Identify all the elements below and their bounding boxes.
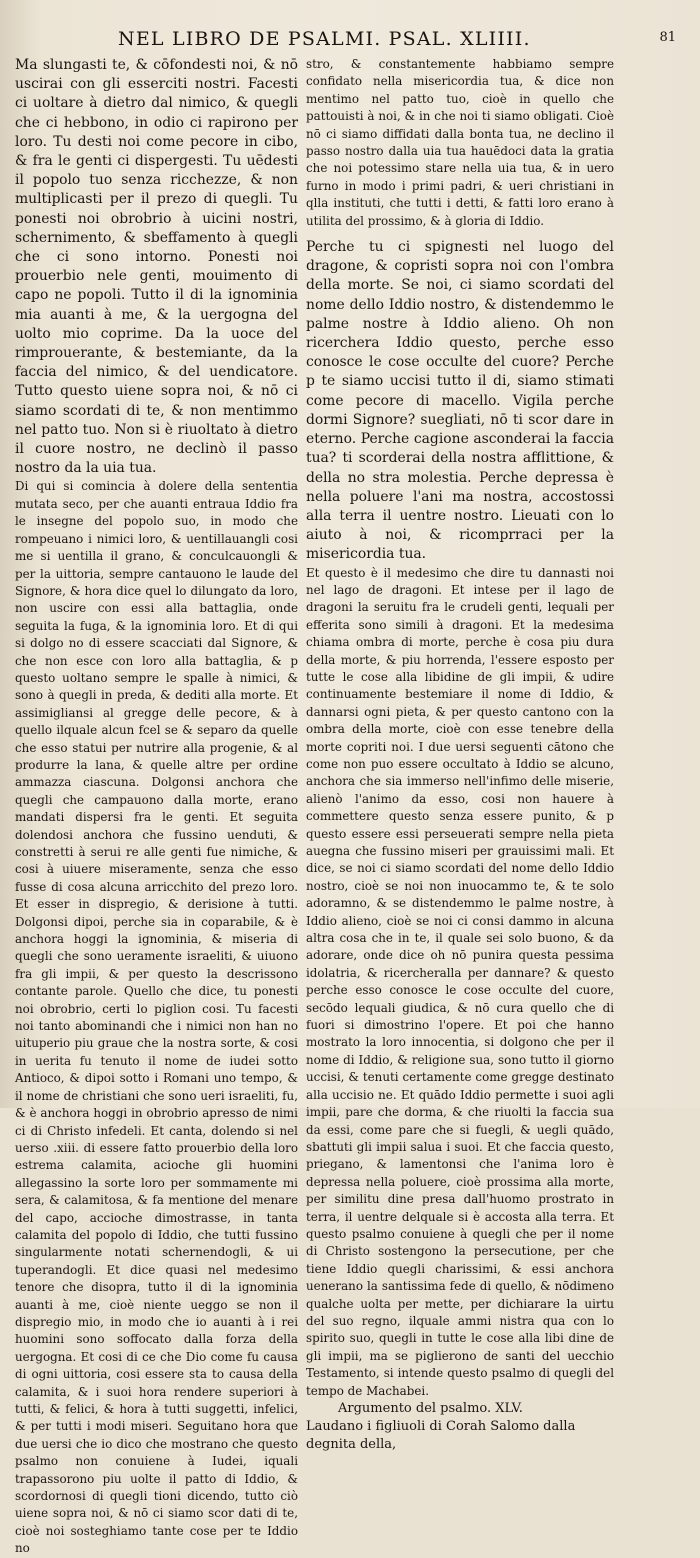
running-title: NEL LIBRO DE PSALMI. PSAL. XLIIII.: [118, 28, 531, 50]
argument-heading: Argumento del psalmo. XLV.: [338, 1401, 523, 1417]
commentary-continuation: stro, & constantemente habbiamo sempre confidato nella misericordia tua, & dice non mentimo nel patto tuo, cioè in quello che pattouisti à noi, & in che noi ti siamo obligati. Cioè nō ci siamo diffidati dalla bonta tua, ne declino il passo nostro dalla uia tua hauēdoci data la gratia che noi potessimo stare nella uia tua, & in uero furno in modo i primi padri, & ueri christiani in qlla instituti, che tutti i detti, & fatti loro erano à utilita del prossimo, & à gloria di Iddio.: [306, 57, 614, 228]
right-column: [306, 56, 614, 1454]
commentary-text: Et questo è il medesimo che dire tu dannasti noi nel lago de dragoni. Et intese per il lago de dragoni la seruitu fra le crudeli genti, lequali per efferita sono simili à dragoni. Et la medesima chiama ombra di morte, perche è cosa piu dura della morte, & piu horrenda, l'essere esposto per tutte le cose alla libidine de gli impii, & udire continuamente bestemiare il nome di Iddio, & dannarsi ogni pieta, & per questo cantono con la ombra della morte, cioè con esse tenebre della morte copriti noi. I due uersi seguenti cātono che come non puo essere occultato à Iddio se alcuno, anchora che sia immerso nell'infimo delle miserie, alienò l'animo da esso, cosi non hauere à commettere questo senza essere punito, & p questo essere essi perseuerati sempre nella pieta auegna che fussino miseri per grauissimi mali. Et dice, se noi ci siamo scordati del nome dello Iddio nostro, cioè se noi non inuocammo te, & te solo adoramno, & se distendemmo le palme nostre, à Iddio alieno, cioè se noi ci consi dammo in alcuna altra cosa che in te, il quale sei solo buono, & da adorare, onde dice oh nō punira questa pessima idolatria, & ricercheralla per dannare? & questo perche esso conosce le cose occulte del cuore, secōdo lequali giudica, & nō cura quello che di fuori si dimostrino l'opere. Et poi che hanno mostrato la loro innocentia, si dolgono che per il nome di Iddio, & religione sua, sono tutto il giorno uccisi, & tenuti certamente come gregge destinato alla uccisio ne. Et quādo Iddio permette i suoi agli impii, pare che dorma, & che riuolti la faccia sua da essi, come pare che si fuegli, & uegli quādo, sbattuti gli impii salua i suoi. Et che faccia questo, priegano, & lamentonsi che l'anima loro è depressa nella poluere, cioè prossima alla morte, per similitu dine presa dall'huomo prostrato in terra, il uentre delquale si è accosta alla terra. Et questo psalmo conuiene à quegli che per il nome di Christo sostengono la persecutione, per che tiene Iddio quegli charissimi, & essi anchora uenerano la santissima fede di quello, & nōdimeno qualche uolta per mette, per dichiarare la uirtu del suo regno, ilquale ammi nistra qua con lo spirito suo, quegli in tutte le cose alla libi dine de gli impii, ma se piglierono de santi del uecchio Testamento, si intende questo psalmo di quegli del tempo de Machabei.: [306, 565, 614, 1398]
psalm-verse-text: Perche tu ci spignesti nel luogo del dragone, & copristi sopra noi con l'ombra della morte. Se noi, ci siamo scordati del nome dello Iddio nostro, & distendemmo le palme nostre à Iddio alieno. Oh non ricerchera Iddio questo, perche esso conosce le cose occulte del cuore? Perche p te siamo uccisi tutto il di, siamo stimati come pecore di macello. Vigila perche dormi Signore? suegliati, nō ti scor dare in eterno. Perche cagione asconderai la faccia tua? ti scorderai della nostra afflittione, & della no stra molestia. Perche depressa è nella poluere l'ani ma nostra, accostossi alla terra il uentre nostro. Lieuati con lo aiuto à noi, & ricomprraci per la misericordia tua.: [306, 239, 614, 563]
commentary-text: Di qui si comincia à dolere della sententia mutata seco, per che auanti entraua Iddio fra le insegne del popolo suo, in modo che rompeuano i nimici loro, & uentillauangli cosi me si uentilla il grano, & conculcauongli & per la uittoria, sempre cantauono le laude del Signore, & hora dice quel lo dilungato da loro, non uscire con essi alla battaglia, onde seguita la fuga, & la ignominia loro. Et di qui si dolgo no di essere scacciati dal Signore, & che non esce con loro alla battaglia, & p questo uoltano sempre le spalle à nimici, & sono à quegli in preda, & dediti alla morte. Et assimigliansi al gregge delle pecore, & à quello ilquale alcun fcel se & separo da quelle che esso statui per nutrire alla progenie, & al produrre la lana, & quelle altre per ordine ammazza ciascuna. Dolgonsi anchora che quegli che campauono dalla morte, erano mandati dispersi fra le genti. Et seguita dolendosi anchora che fussino uenduti, & constretti à serui re alle genti fue nimiche, & cosi à uiuere miseramente, senza che esso fusse di cosa alcuna arricchito del prezo loro. Et esser in dispregio, & derisione à tutti. Dolgonsi dipoi, perche sia in coparabile, & è anchora hoggi la ignominia, & miseria di quegli che sono ueramente israeliti, & uiuono fra gli impii, & per questo la descrissono contante parole. Quello che dice, tu ponesti noi obrobrio, certi lo piglion cosi. Tu facesti noi tanto abominandi che i nimici non han no uituperio piu graue che la nostra sorte, & cosi in uerita fu tenuto il nome de iudei sotto Antioco, & dipoi sotto i Romani uno tempo, & il nome de christiani che sono ueri israeliti, fu, & è anchora hoggi in obrobrio apresso de nimi ci di Christo infedeli. Et canta, dolendo si nel uerso .xiii. di essere fatto prouerbio della loro estrema calamita, acioche gli huomini allegassino la sorte loro per sommamente mi sera, & calamitosa, & fa mentione del menare del capo, accioche dimostrasse, in tanta calamita del popolo di Iddio, che tutti fussino singularmente notati schernendogli, & ui tuperandogli. Et dice quasi nel medesimo tenore che disopra, tutto il di la ignominia auanti à me, cioè niente ueggo se non il dispregio mio, in modo che io auanti à i rei huomini sono soffocato dalla forza della uergogna. Et cosi di ce che Dio come fu causa di ogni uittoria, cosi essere sta to causa della calamita, & i suoi hora rendere superiori à tutti, & felici, & hora à tutti suggetti, infelici, & per tutti i modi miseri. Seguitano hora que due uersi che io dico che mostrano che questo psalmo non conuiene à Iudei, iquali trapassorono piu uolte il patto di Iddio, & scordornosi di quegli tioni dicendo, tutto ciò uiene sopra noi, & nō ci siamo scor dati di te, cioè noi sosteghiamo tante cose per te Iddio no: [15, 479, 298, 1556]
running-head: [118, 28, 680, 54]
page-number: 81: [659, 30, 676, 45]
left-column: [15, 56, 298, 1558]
paragraph-gap: [306, 230, 614, 238]
argument-text: Laudano i figliuoli di Corah Salomo dalla degnita della,: [306, 1419, 576, 1453]
psalm-verse-text: Ma slungasti te, & cōfondesti noi, & nō uscirai con gli esserciti nostri. Facesti ci uoltare à dietro dal nimico, & quegli che ci hebbono, in odio ci rapirono per loro. Tu desti noi come pecore in cibo, & fra le genti ci dispergesti. Tu uēdesti il popolo tuo senza ricchezze, & non multiplicasti per il prezo di quegli. Tu ponesti noi obrobrio à uicini nostri, schernimento, & sbeffamento à quegli che ci sono intorno. Ponesti noi prouerbio nele genti, mouimento di capo ne popoli. Tutto il di la ignominia mia auanti à me, & la uergogna del uolto mio coprime. Da la uoce del rimprouerante, & bestemiante, da la faccia del nimico, & del uendicatore. Tutto questo uiene sopra noi, & nō ci siamo scordati di te, & non mentimmo nel patto tuo. Non si è riuoltato à dietro il cuore nostro, ne declinò il passo nostro da la uia tua.: [15, 57, 298, 477]
